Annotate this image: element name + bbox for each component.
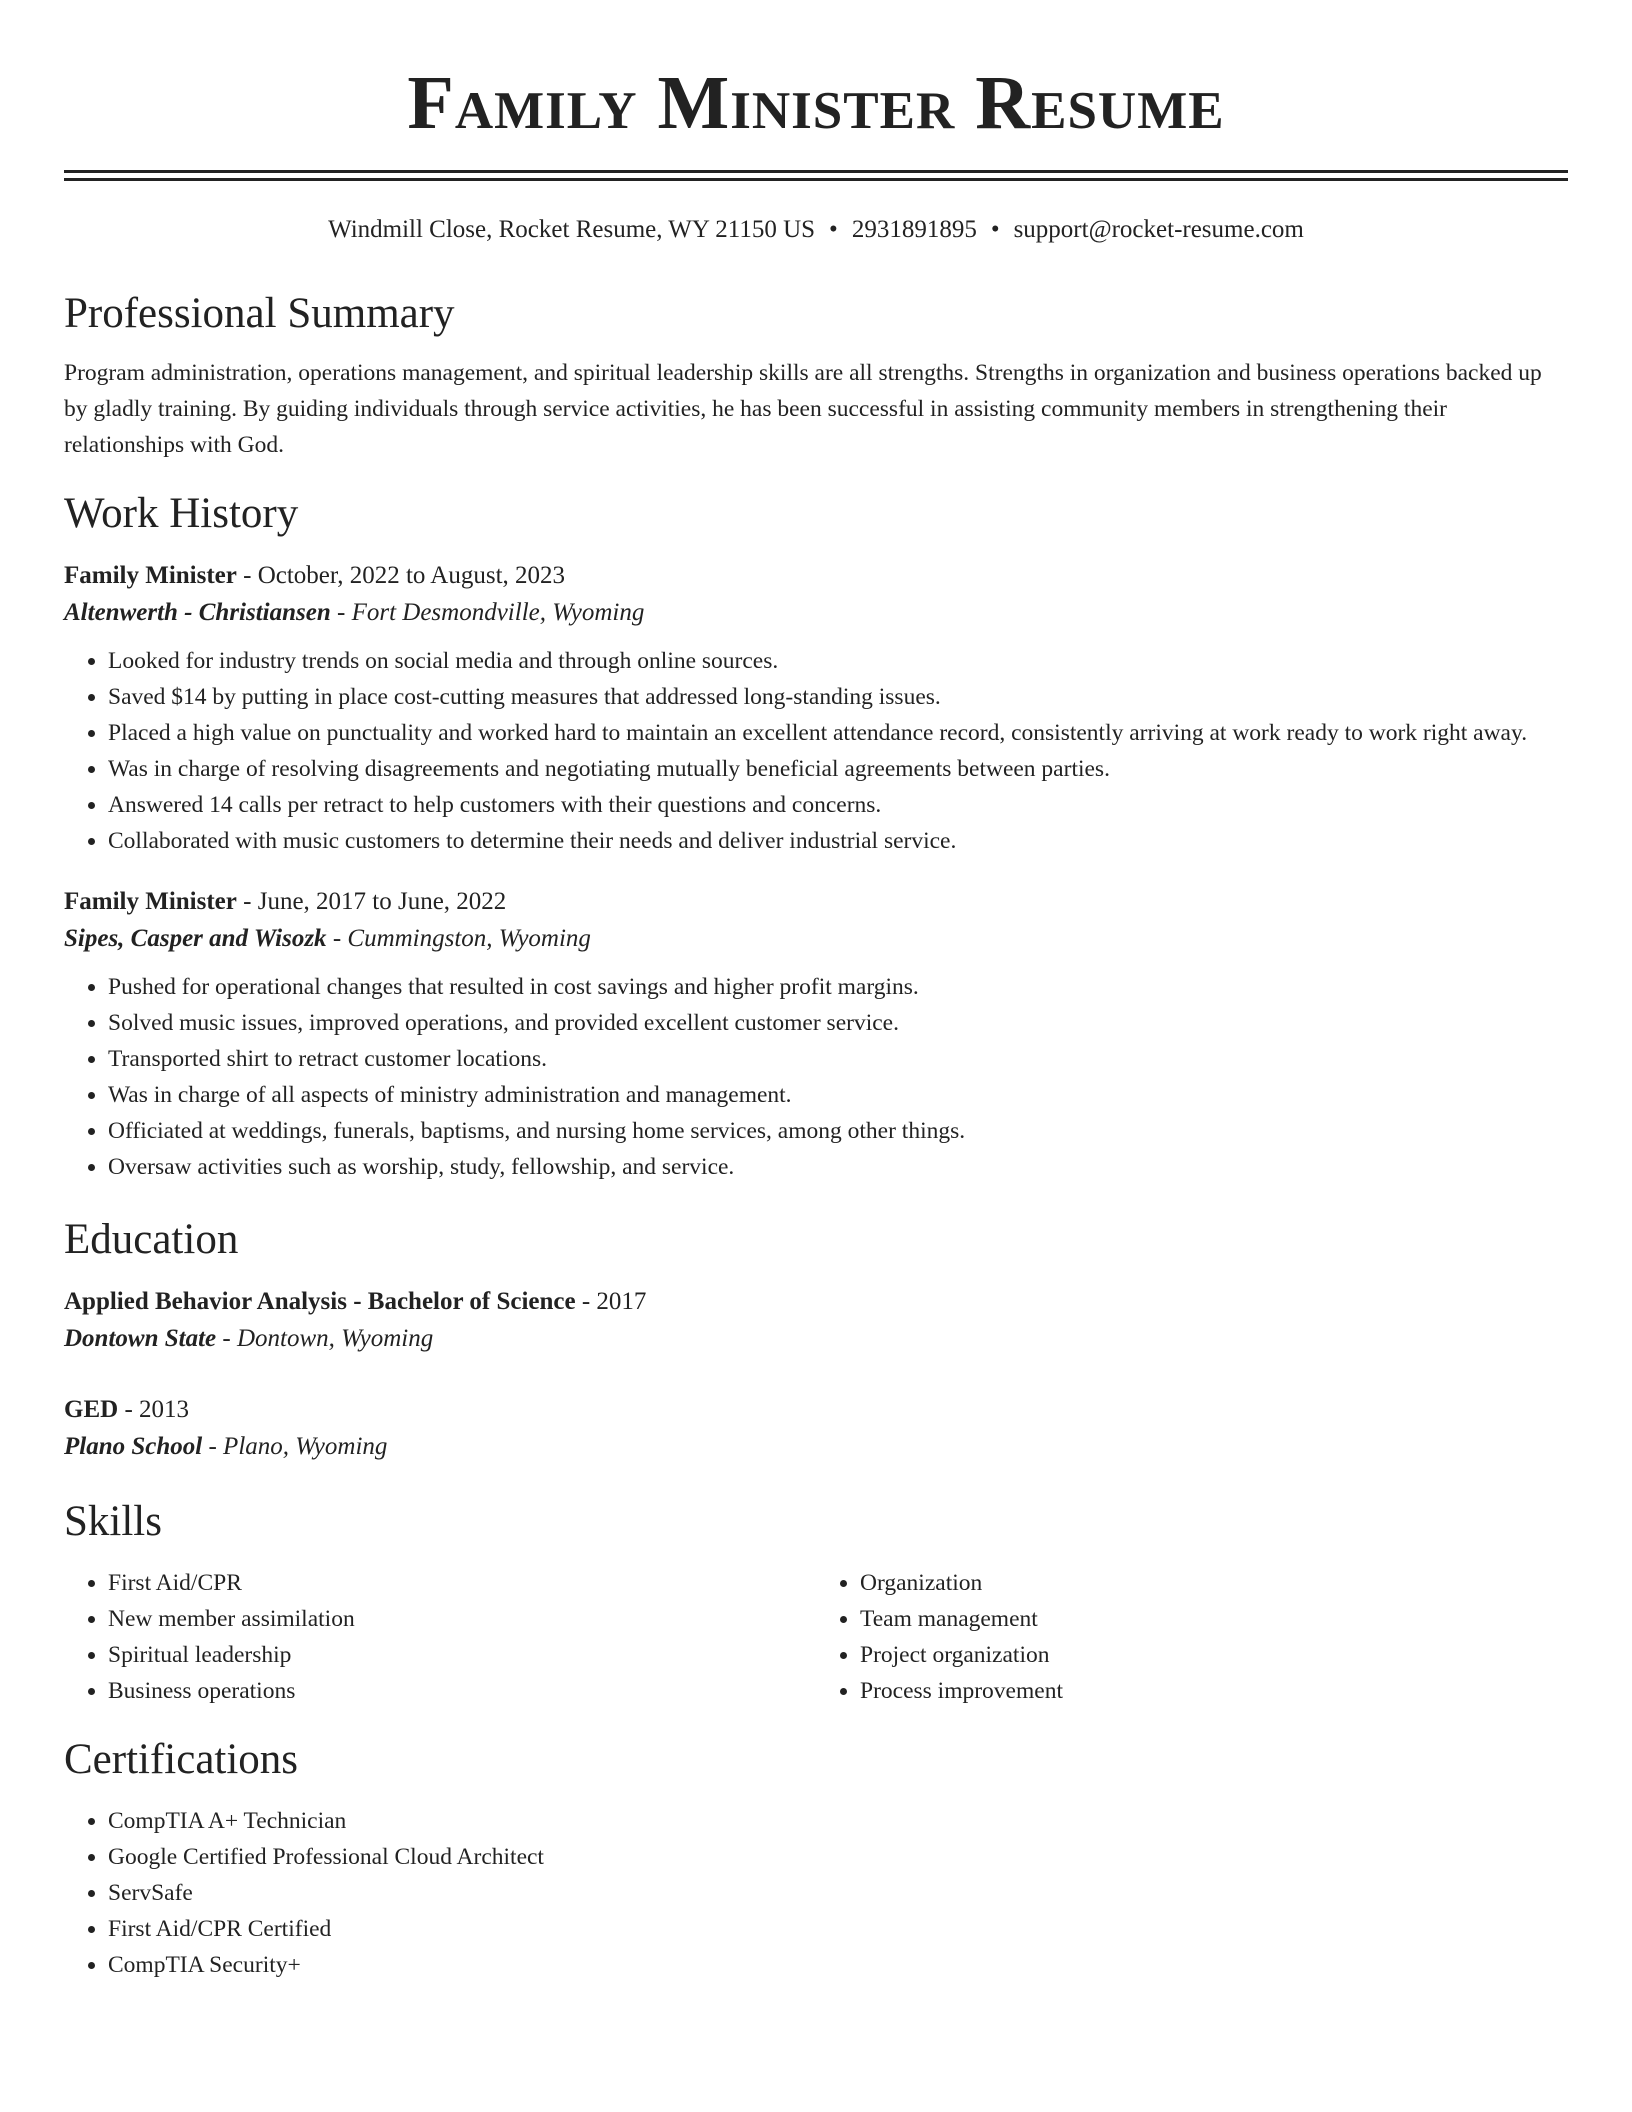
title-rule-top <box>64 170 1568 173</box>
skills-heading: Skills <box>64 1498 162 1545</box>
degree-line <box>64 1393 1568 1427</box>
school-name: Dontown State <box>64 1325 217 1352</box>
certification-item: • First Aid/CPR Certified <box>108 1911 1568 1947</box>
employer-name: Altenwerth - Christiansen <box>64 599 331 626</box>
job-duty: • Oversaw activities such as worship, study, fellowship, and service. <box>108 1149 1568 1185</box>
degree-year: - 2017 <box>575 1288 647 1315</box>
school-location: - Dontown, Wyoming <box>216 1325 434 1352</box>
job-dates: - June, 2017 to June, 2022 <box>236 888 507 915</box>
job-title-line <box>64 559 1568 593</box>
school-line <box>64 1427 1568 1467</box>
job-duty: • Transported shirt to retract customer locations. <box>108 1041 1568 1077</box>
certification-item: • CompTIA A+ Technician <box>108 1803 1568 1839</box>
degree-line <box>64 1285 1568 1319</box>
skills-list-right <box>816 1565 1568 1709</box>
skills-grid <box>64 1565 1568 1709</box>
contact-separator: • <box>990 216 1000 243</box>
job-duty: • Collaborated with music customers to determine their needs and deliver industrial service. <box>108 823 1568 859</box>
resume-title: Family Minister Resume <box>407 61 1225 145</box>
work-history-heading: Work History <box>64 490 299 537</box>
job-entry <box>64 885 1568 1185</box>
contact-email: support@rocket-resume.com <box>1013 216 1304 243</box>
certification-item: • CompTIA Security+ <box>108 1947 1568 1983</box>
employer-location: - Fort Desmondville, Wyoming <box>330 599 645 626</box>
job-duty: • Pushed for operational changes that resulted in cost savings and higher profit margins. <box>108 969 1568 1005</box>
degree-name: Applied Behavior Analysis - Bachelor of Science <box>64 1288 576 1315</box>
education-entry <box>64 1393 1568 1467</box>
job-title-line <box>64 885 1568 919</box>
job-title: Family Minister <box>64 562 237 589</box>
job-title: Family Minister <box>64 888 237 915</box>
degree-name: GED <box>64 1396 119 1423</box>
certification-item: • ServSafe <box>108 1875 1568 1911</box>
skill-item: • Organization <box>860 1565 1568 1601</box>
education-heading: Education <box>64 1216 239 1263</box>
job-duty: • Officiated at weddings, funerals, baptisms, and nursing home services, among other things. <box>108 1113 1568 1149</box>
skill-item: • Spiritual leadership <box>108 1637 816 1673</box>
contact-address: Windmill Close, Rocket Resume, WY 21150 US <box>328 216 816 243</box>
degree-year: - 2013 <box>118 1396 190 1423</box>
summary-text: Program administration, operations management, and spiritual leadership skills are all strengths. Strengths in organization and business operations backed up by gladly training. By guiding individuals through service activities, he has been successful in assisting community members in strengthening their relationships with God. <box>64 360 1542 458</box>
contact-phone: 2931891895 <box>851 216 977 243</box>
contact-line <box>64 215 1568 245</box>
education-entry <box>64 1285 1568 1359</box>
skill-item: • Team management <box>860 1601 1568 1637</box>
skills-list-left <box>64 1565 816 1709</box>
skill-item: • Process improvement <box>860 1673 1568 1709</box>
school-location: - Plano, Wyoming <box>202 1433 388 1460</box>
skill-item: • Project organization <box>860 1637 1568 1673</box>
certifications-list <box>64 1803 1568 1983</box>
job-duties <box>64 969 1568 1185</box>
certifications-heading: Certifications <box>64 1736 299 1783</box>
skill-item: • First Aid/CPR <box>108 1565 816 1601</box>
job-duty: • Saved $14 by putting in place cost-cutting measures that addressed long-standing issues. <box>108 679 1568 715</box>
school-line <box>64 1319 1568 1359</box>
school-name: Plano School <box>64 1433 203 1460</box>
job-duty: • Was in charge of resolving disagreements and negotiating mutually beneficial agreements between parties. <box>108 751 1568 787</box>
job-duties <box>64 643 1568 859</box>
certification-item: • Google Certified Professional Cloud Architect <box>108 1839 1568 1875</box>
job-entry <box>64 559 1568 859</box>
job-duty: • Solved music issues, improved operations, and provided excellent customer service. <box>108 1005 1568 1041</box>
summary-heading: Professional Summary <box>64 290 455 337</box>
job-duty: • Looked for industry trends on social media and through online sources. <box>108 643 1568 679</box>
job-duty: • Answered 14 calls per retract to help customers with their questions and concerns. <box>108 787 1568 823</box>
employer-line <box>64 919 1568 959</box>
job-duty: • Placed a high value on punctuality and worked hard to maintain an excellent attendance record, consistently arriving at work ready to work right away. <box>108 715 1568 751</box>
skill-item: • Business operations <box>108 1673 816 1709</box>
skill-item: • New member assimilation <box>108 1601 816 1637</box>
job-duty: • Was in charge of all aspects of ministry administration and management. <box>108 1077 1568 1113</box>
job-dates: - October, 2022 to August, 2023 <box>236 562 566 589</box>
title-rule-bottom <box>64 178 1568 181</box>
employer-location: - Cummingston, Wyoming <box>326 925 591 952</box>
contact-separator: • <box>829 216 838 243</box>
employer-name: Sipes, Casper and Wisozk <box>64 925 327 952</box>
employer-line <box>64 593 1568 633</box>
